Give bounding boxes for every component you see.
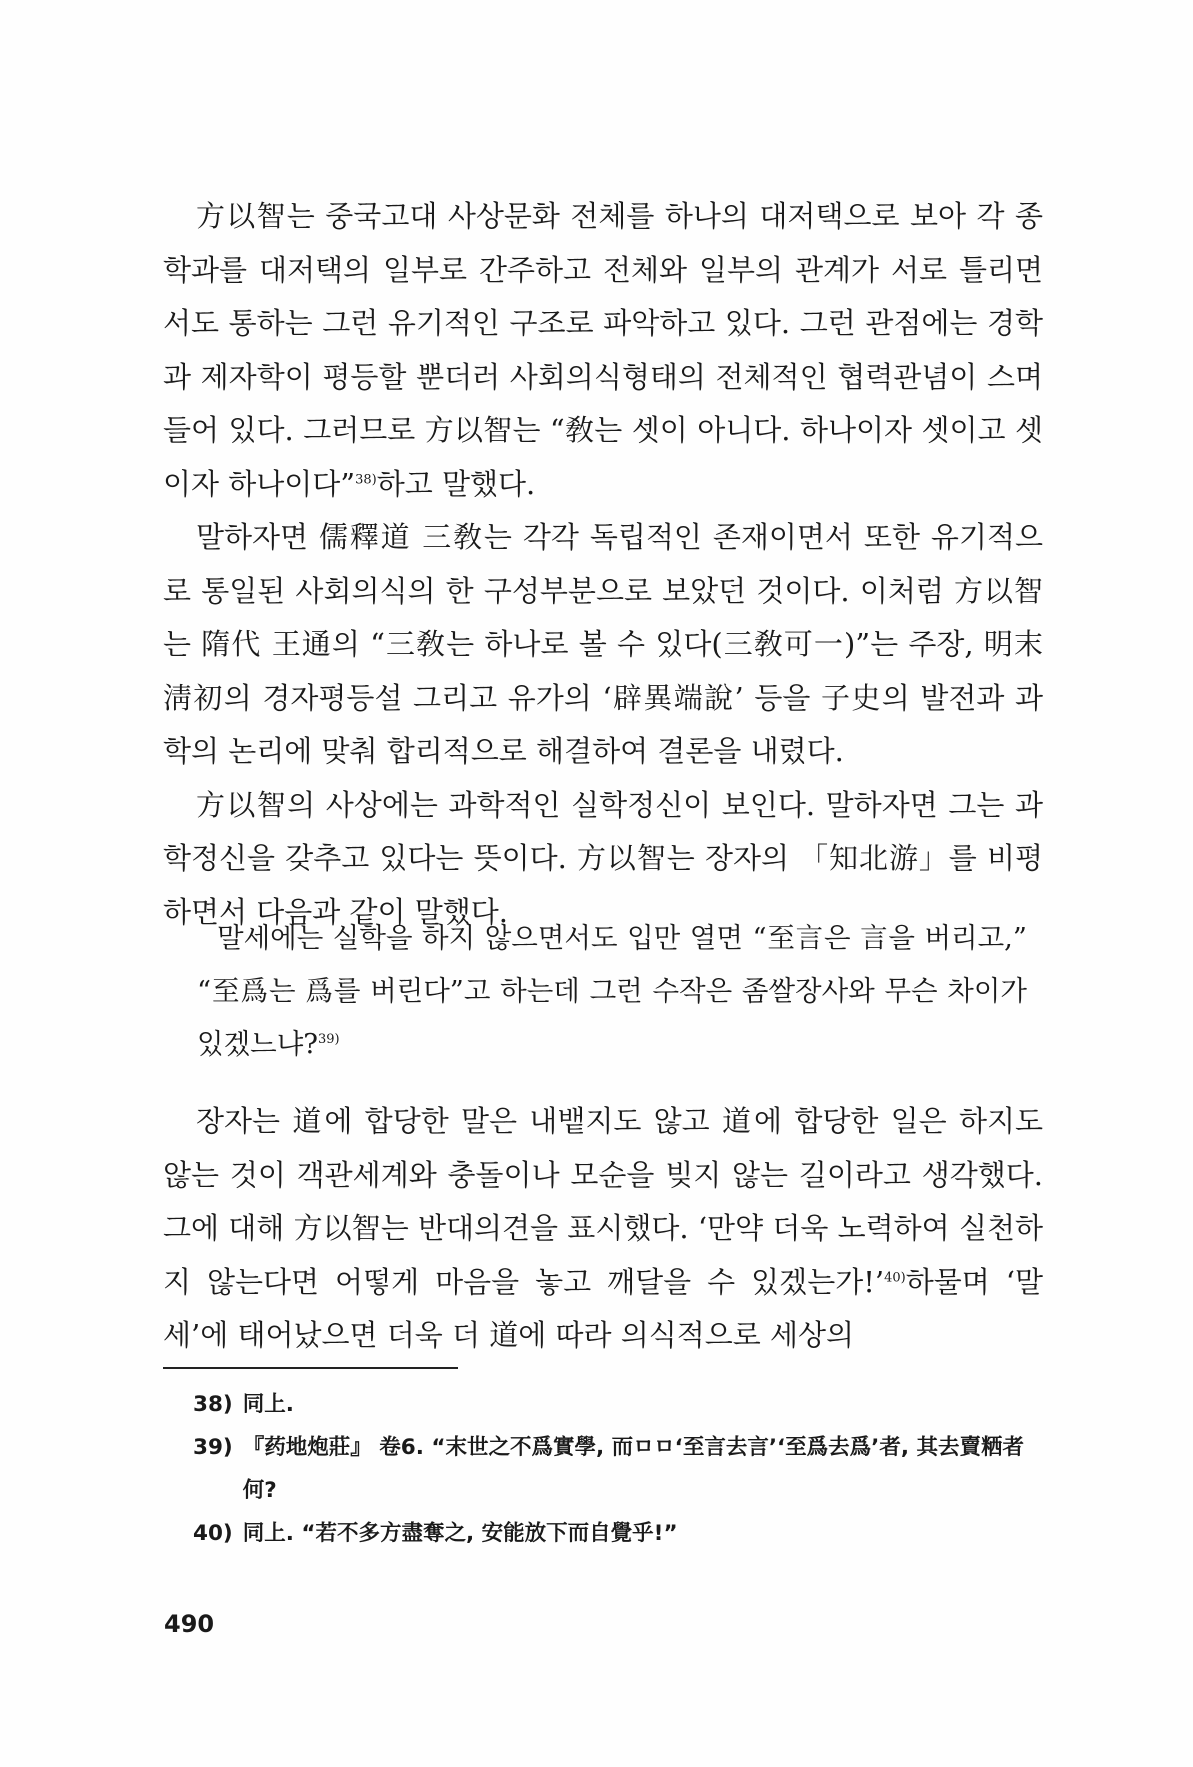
page-number: 490 (164, 1610, 215, 1638)
block-quote (197, 912, 1027, 1071)
paragraph-4 (163, 1095, 1043, 1363)
paragraph-1-tail: 하고 말했다. (376, 466, 536, 501)
footnote-text: 『药地炮莊』 卷6. “末世之不爲實學, 而ㅁㅁ‘至言去言’‘至爲去爲’者, 其去賣粞者何? (242, 1435, 1024, 1503)
continuation-text-block (163, 1095, 1043, 1363)
footnote-number: 40) (193, 1521, 233, 1546)
footnote-text: 同上. “若不多方盡奪之, 安能放下而自覺乎!” (242, 1521, 678, 1546)
footnote-number: 38) (193, 1392, 233, 1417)
paragraph-1 (163, 190, 1043, 511)
paragraph-2: 말하자면 儒釋道 三敎는 각각 독립적인 존재이면서 또한 유기적으로 통일된 사회의식의 한 구성부분으로 보았던 것이다. 이처럼 方以智는 隋代 王通의 “三敎는 하나로 볼 수 있다(三敎可一)”는 주장, 明末淸初의 경자평등설 그리고 유가의 ‘辟異端說’ 등을 子史의 발전과 과학의 논리에 맞춰 합리적으로 해결하여 결론을 내렸다. (163, 520, 1043, 768)
paragraph-3: 方以智의 사상에는 과학적인 실학정신이 보인다. 말하자면 그는 과학정신을 갖추고 있다는 뜻이다. 方以智는 장자의 「知北游」를 비평하면서 다음과 같이 말했다. (163, 787, 1043, 929)
quote-text: 말세에는 실학을 하지 않으면서도 입만 열면 “至言은 言을 버리고,” “至爲는 爲를 버린다”고 하는데 그런 수작은 좀쌀장사와 무슨 차이가 있겠느냐? (197, 922, 1027, 1060)
footnote-divider (163, 1367, 458, 1369)
footnote-38 (193, 1383, 1053, 1426)
footnote-39 (193, 1426, 1053, 1512)
paragraph-4-text: 장자는 道에 합당한 말은 내뱉지도 않고 道에 합당한 일은 하지도 않는 것이 객관세계와 충돌이나 모순을 빚지 않는 길이라고 생각했다. 그에 대해 方以智는 반대의견을 표시했다. ‘만약 더욱 노력하여 실천하지 않는다면 어떻게 마음을 놓고 깨달을 수 있겠는가!’ (163, 1104, 1043, 1299)
main-text-block (163, 190, 1043, 939)
footnote-ref-38: 38) (355, 471, 377, 487)
paragraph-4-tail: 하물며 ‘말세’에 태어났으면 더욱 더 道에 따라 의식적으로 세상의 (163, 1264, 1043, 1352)
paragraph-1-text: 方以智는 중국고대 사상문화 전체를 하나의 대저택으로 보아 각 종 학과를 대저택의 일부로 간주하고 전체와 일부의 관계가 서로 틀리면서도 통하는 그런 유기적인 구조로 파악하고 있다. 그런 관점에는 경학과 제자학이 평등할 뿐더러 사회의식형태의 전체적인 협력관념이 스며들어 있다. 그러므로 方以智는 “敎는 셋이 아니다. 하나이자 셋이고 셋이자 하나이다” (163, 199, 1043, 501)
footnote-ref-40: 40) (884, 1269, 906, 1285)
footnote-text: 同上. (242, 1392, 294, 1417)
footnotes (193, 1383, 1053, 1555)
quote-paragraph (197, 912, 1027, 1071)
footnote-ref-39: 39) (318, 1031, 340, 1047)
footnote-40 (193, 1512, 1053, 1555)
footnote-number: 39) (193, 1435, 233, 1460)
